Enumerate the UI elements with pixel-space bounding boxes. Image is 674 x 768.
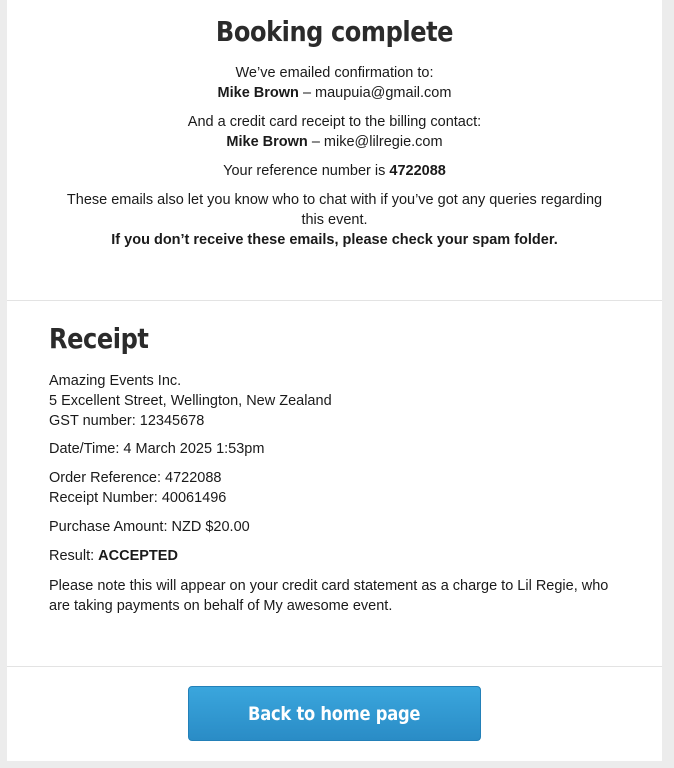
reference-prefix: Your reference number is — [223, 163, 390, 179]
spam-notice — [7, 230, 662, 250]
receipt-purchase-amount: Purchase Amount: NZD $20.00 — [49, 519, 250, 535]
receipt-company: Amazing Events Inc. — [49, 373, 182, 389]
section-divider — [7, 300, 662, 301]
receipt-address: 5 Excellent Street, Wellington, New Zealand — [49, 393, 332, 409]
page-title: Booking complete — [215, 15, 454, 48]
billing-name: Mike Brown — [226, 134, 308, 150]
emailed-intro: We’ve emailed confirmation to: — [235, 65, 434, 81]
receipt-number: Receipt Number: 40061496 — [49, 490, 227, 506]
back-to-home-button[interactable] — [188, 686, 481, 741]
attendee-contact — [7, 83, 662, 103]
section-divider-bottom — [7, 666, 662, 667]
receipt-gst: GST number: 12345678 — [49, 413, 205, 429]
result-value: ACCEPTED — [98, 548, 178, 564]
receipt-result — [49, 546, 639, 566]
spam-notice-text: If you don’t receive these emails, please check your spam folder. — [111, 232, 558, 248]
queries-text-line1: These emails also let you know who to chat with if you’ve got any queries regarding — [66, 192, 603, 208]
booking-card — [7, 0, 662, 761]
billing-contact — [7, 132, 662, 152]
reference-number: 4722088 — [389, 163, 446, 179]
receipt-intro: And a credit card receipt to the billing contact: — [187, 114, 482, 130]
receipt-note-line2: are taking payments on behalf of My awesome event. — [49, 598, 393, 614]
back-to-home-label: Back to home page — [248, 702, 421, 725]
queries-text-line2: this event. — [301, 212, 368, 228]
receipt-note-line1: Please note this will appear on your credit card statement as a charge to Lil Regie, who — [49, 578, 609, 594]
attendee-email: – maupuia@gmail.com — [302, 85, 452, 101]
attendee-name: Mike Brown — [217, 85, 299, 101]
result-label: Result: — [49, 548, 99, 564]
billing-email: – mike@lilregie.com — [311, 134, 443, 150]
receipt-datetime: Date/Time: 4 March 2025 1:53pm — [49, 441, 265, 457]
reference-line — [7, 161, 662, 181]
receipt-order-reference: Order Reference: 4722088 — [49, 470, 222, 486]
receipt-title: Receipt — [49, 322, 149, 355]
